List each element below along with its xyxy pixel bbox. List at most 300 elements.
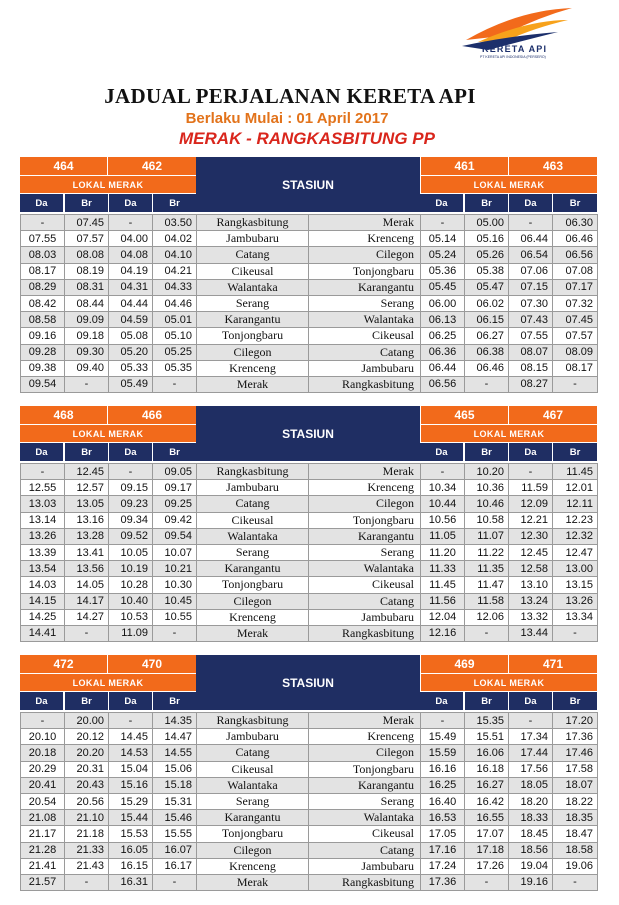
station-cell: Cikeusal [197,512,309,528]
time-cell: - [153,625,197,641]
time-cell: 10.53 [109,609,153,625]
station-cell: Merak [197,376,309,392]
time-cell: 08.03 [21,247,65,263]
time-cell: 16.15 [109,858,153,874]
time-cell: 07.17 [553,279,598,295]
time-cell: 13.03 [21,496,65,512]
table-row [21,328,598,344]
time-cell: 17.26 [465,858,509,874]
logo-name: KERETA API [482,44,548,54]
station-cell: Catang [309,842,421,858]
station-cell: Serang [197,544,309,560]
time-cell: 09.25 [153,496,197,512]
station-cell: Karangantu [309,528,421,544]
time-cell: 13.56 [65,561,109,577]
time-cell: 09.54 [21,376,65,392]
time-cell: 15.04 [109,761,153,777]
time-cell: 07.45 [65,215,109,231]
time-cell: 07.57 [553,328,598,344]
time-cell: 16.06 [465,745,509,761]
time-cell: 10.45 [153,593,197,609]
arrival-header: Da [420,443,463,461]
station-cell: Serang [309,295,421,311]
time-cell: 13.39 [21,544,65,560]
time-cell: 14.15 [21,593,65,609]
departure-header: Br [553,443,597,461]
time-cell: 19.16 [509,874,553,890]
time-cell: 19.04 [509,858,553,874]
time-cell: 07.43 [509,312,553,328]
table-row [21,810,598,826]
time-cell: - [153,874,197,890]
time-cell: 06.25 [421,328,465,344]
schedule-block-1 [20,157,597,393]
time-cell: - [465,625,509,641]
table-row [21,295,598,311]
station-cell: Catang [197,745,309,761]
table-row [21,593,598,609]
station-header: STASIUN [196,655,420,710]
departure-header: Br [465,194,508,212]
departure-header: Br [465,692,508,710]
station-cell: Cikeusal [309,328,421,344]
table-row [21,761,598,777]
station-cell: Karangantu [197,312,309,328]
time-cell: 15.55 [153,826,197,842]
time-cell: 05.14 [421,231,465,247]
departure-header: Br [65,194,108,212]
time-cell: 04.08 [109,247,153,263]
table-row [21,496,598,512]
time-cell: 10.19 [109,561,153,577]
station-cell: Jambubaru [197,231,309,247]
time-cell: 04.10 [153,247,197,263]
time-cell: 07.08 [553,263,598,279]
time-cell: 05.35 [153,360,197,376]
time-cell: 14.05 [65,577,109,593]
table-row [21,528,598,544]
time-cell: 13.10 [509,577,553,593]
station-cell: Merak [309,215,421,231]
time-cell: 16.07 [153,842,197,858]
station-cell: Tonjongbaru [197,826,309,842]
time-cell: 18.56 [509,842,553,858]
schedule-header [20,406,597,463]
arrival-header: Da [420,194,463,212]
time-cell: 13.34 [553,609,598,625]
time-cell: 05.01 [153,312,197,328]
time-cell: - [65,625,109,641]
time-cell: 13.00 [553,561,598,577]
time-cell: 04.46 [153,295,197,311]
time-cell: 10.21 [153,561,197,577]
station-cell: Tonjongbaru [309,512,421,528]
time-cell: 09.15 [109,480,153,496]
time-cell: 16.27 [465,777,509,793]
time-cell: 17.36 [553,729,598,745]
time-cell: 04.59 [109,312,153,328]
station-cell: Tonjongbaru [309,761,421,777]
time-cell: 03.50 [153,215,197,231]
table-row [21,360,598,376]
time-cell: 09.05 [153,464,197,480]
time-cell: 13.15 [553,577,598,593]
time-cell: 16.18 [465,761,509,777]
time-cell: 12.45 [65,464,109,480]
station-cell: Rangkasbitung [197,215,309,231]
time-cell: 20.54 [21,793,65,809]
departure-header: Br [153,692,196,710]
station-cell: Karangantu [197,561,309,577]
station-cell: Rangkasbitung [197,713,309,729]
departure-header: Br [553,692,597,710]
station-cell: Cilegon [309,745,421,761]
time-cell: 16.55 [465,810,509,826]
arrival-header: Da [509,194,552,212]
time-cell: 14.41 [21,625,65,641]
table-row [21,793,598,809]
table-row [21,625,598,641]
time-cell: 20.43 [65,777,109,793]
arrival-header: Da [509,443,552,461]
station-cell: Cikeusal [197,263,309,279]
time-cell: 15.51 [465,729,509,745]
station-cell: Cikeusal [309,577,421,593]
time-cell: 09.16 [21,328,65,344]
time-cell: 12.23 [553,512,598,528]
time-cell: - [21,215,65,231]
time-cell: 21.57 [21,874,65,890]
table-row [21,376,598,392]
time-cell: - [65,376,109,392]
time-cell: - [21,464,65,480]
station-cell: Jambubaru [309,858,421,874]
time-cell: - [421,464,465,480]
time-cell: 10.05 [109,544,153,560]
time-cell: 18.47 [553,826,598,842]
train-number: 464 [20,157,107,175]
time-cell: 13.44 [509,625,553,641]
time-cell: 06.46 [465,360,509,376]
table-row [21,263,598,279]
table-row [21,344,598,360]
time-cell: 18.20 [509,793,553,809]
time-cell: - [65,874,109,890]
train-number: 466 [108,406,196,424]
time-cell: 09.34 [109,512,153,528]
train-number: 463 [509,157,597,175]
time-cell: 11.59 [509,480,553,496]
time-cell: 17.34 [509,729,553,745]
station-cell: Krenceng [309,480,421,496]
station-cell: Walantaka [309,561,421,577]
time-cell: 11.35 [465,561,509,577]
arrival-header: Da [420,692,463,710]
time-cell: 19.06 [553,858,598,874]
departure-header: Br [153,194,196,212]
station-cell: Karangantu [197,810,309,826]
train-number: 467 [509,406,597,424]
time-cell: 04.19 [109,263,153,279]
time-cell: 05.36 [421,263,465,279]
station-cell: Merak [309,713,421,729]
train-number: 461 [421,157,508,175]
train-type-label: LOKAL MERAK [421,176,597,193]
arrival-header: Da [109,692,152,710]
time-cell: 15.06 [153,761,197,777]
station-cell: Cilegon [309,496,421,512]
train-type-label: LOKAL MERAK [20,674,196,691]
time-cell: 17.24 [421,858,465,874]
time-cell: 14.03 [21,577,65,593]
time-cell: - [509,713,553,729]
time-cell: 09.40 [65,360,109,376]
time-cell: 18.33 [509,810,553,826]
time-cell: 15.31 [153,793,197,809]
station-cell: Krenceng [197,360,309,376]
time-cell: 16.53 [421,810,465,826]
schedule-header [20,655,597,712]
station-cell: Rangkasbitung [197,464,309,480]
time-cell: 11.56 [421,593,465,609]
table-row [21,577,598,593]
table-row [21,312,598,328]
time-cell: 20.29 [21,761,65,777]
time-cell: 15.35 [465,713,509,729]
time-cell: 18.22 [553,793,598,809]
station-cell: Serang [197,295,309,311]
time-cell: 08.29 [21,279,65,295]
arrival-header: Da [20,443,63,461]
time-cell: 21.17 [21,826,65,842]
time-cell: 18.35 [553,810,598,826]
departure-header: Br [465,443,508,461]
time-cell: 10.55 [153,609,197,625]
time-cell: 12.04 [421,609,465,625]
time-cell: 14.53 [109,745,153,761]
time-cell: 15.53 [109,826,153,842]
time-cell: 08.19 [65,263,109,279]
time-cell: 11.45 [553,464,598,480]
time-cell: 18.45 [509,826,553,842]
time-cell: 08.44 [65,295,109,311]
time-cell: 09.18 [65,328,109,344]
time-cell: 10.36 [465,480,509,496]
time-cell: 18.07 [553,777,598,793]
station-cell: Jambubaru [309,609,421,625]
table-row [21,745,598,761]
time-cell: 17.44 [509,745,553,761]
time-cell: 17.07 [465,826,509,842]
departure-header: Br [65,692,108,710]
time-cell: 08.15 [509,360,553,376]
time-cell: 13.32 [509,609,553,625]
time-cell: 21.08 [21,810,65,826]
time-cell: - [153,376,197,392]
time-cell: 09.17 [153,480,197,496]
time-cell: 06.56 [421,376,465,392]
time-cell: 06.44 [421,360,465,376]
train-type-label: LOKAL MERAK [20,425,196,442]
time-cell: 11.22 [465,544,509,560]
time-cell: 06.02 [465,295,509,311]
time-cell: 04.21 [153,263,197,279]
time-cell: 05.20 [109,344,153,360]
time-cell: 08.08 [65,247,109,263]
time-cell: 18.58 [553,842,598,858]
time-cell: - [21,713,65,729]
table-row [21,713,598,729]
time-cell: 08.31 [65,279,109,295]
time-cell: 17.16 [421,842,465,858]
time-cell: 09.23 [109,496,153,512]
time-cell: 21.18 [65,826,109,842]
time-cell: 20.10 [21,729,65,745]
table-row [21,858,598,874]
train-number: 462 [108,157,196,175]
time-cell: - [509,215,553,231]
station-cell: Krenceng [309,231,421,247]
station-cell: Walantaka [197,528,309,544]
table-row [21,777,598,793]
time-cell: 09.54 [153,528,197,544]
table-row [21,231,598,247]
station-cell: Krenceng [309,729,421,745]
time-cell: 09.52 [109,528,153,544]
time-cell: 07.55 [21,231,65,247]
station-cell: Merak [197,874,309,890]
time-cell: 06.15 [465,312,509,328]
table-row [21,842,598,858]
time-cell: 12.01 [553,480,598,496]
time-cell: 21.43 [65,858,109,874]
train-type-label: LOKAL MERAK [421,425,597,442]
time-cell: 08.17 [21,263,65,279]
train-number: 470 [108,655,196,673]
train-number: 471 [509,655,597,673]
time-cell: 16.42 [465,793,509,809]
time-cell: 21.41 [21,858,65,874]
table-row [21,826,598,842]
station-header: STASIUN [196,406,420,461]
time-cell: 20.56 [65,793,109,809]
time-cell: 13.16 [65,512,109,528]
time-cell: 12.30 [509,528,553,544]
time-cell: 13.28 [65,528,109,544]
time-cell: 04.44 [109,295,153,311]
time-cell: 11.20 [421,544,465,560]
time-cell: 09.38 [21,360,65,376]
station-header: STASIUN [196,157,420,212]
arrival-header: Da [109,194,152,212]
time-cell: 07.30 [509,295,553,311]
time-cell: 16.16 [421,761,465,777]
time-cell: 17.18 [465,842,509,858]
time-cell: - [109,464,153,480]
time-cell: 04.02 [153,231,197,247]
time-cell: 16.17 [153,858,197,874]
time-cell: 06.27 [465,328,509,344]
train-number: 465 [421,406,508,424]
station-cell: Jambubaru [197,729,309,745]
train-type-label: LOKAL MERAK [20,176,196,193]
station-cell: Merak [197,625,309,641]
time-cell: 11.58 [465,593,509,609]
time-cell: 08.09 [553,344,598,360]
time-cell: 05.33 [109,360,153,376]
time-cell: 12.11 [553,496,598,512]
station-cell: Rangkasbitung [309,376,421,392]
time-cell: 07.45 [553,312,598,328]
time-cell: 10.28 [109,577,153,593]
time-cell: - [421,713,465,729]
train-number: 468 [20,406,107,424]
time-cell: 06.44 [509,231,553,247]
table-row [21,480,598,496]
table-row [21,561,598,577]
time-cell: 07.57 [65,231,109,247]
time-cell: 17.36 [421,874,465,890]
station-cell: Walantaka [309,810,421,826]
time-cell: 06.38 [465,344,509,360]
time-cell: 05.00 [465,215,509,231]
train-number: 472 [20,655,107,673]
schedule-block-2 [20,406,597,642]
schedule-table [20,214,598,393]
station-cell: Serang [197,793,309,809]
time-cell: 05.24 [421,247,465,263]
schedule-table [20,712,598,891]
time-cell: 11.45 [421,577,465,593]
time-cell: 11.05 [421,528,465,544]
time-cell: 09.09 [65,312,109,328]
time-cell: 05.10 [153,328,197,344]
time-cell: 05.08 [109,328,153,344]
time-cell: 05.16 [465,231,509,247]
time-cell: 06.13 [421,312,465,328]
time-cell: 13.26 [21,528,65,544]
time-cell: 10.07 [153,544,197,560]
time-cell: 14.27 [65,609,109,625]
time-cell: 08.17 [553,360,598,376]
time-cell: 07.55 [509,328,553,344]
time-cell: 13.54 [21,561,65,577]
station-cell: Rangkasbitung [309,625,421,641]
time-cell: 13.14 [21,512,65,528]
time-cell: 15.18 [153,777,197,793]
valid-from: Berlaku Mulai : 01 April 2017 [185,110,389,127]
station-cell: Rangkasbitung [309,874,421,890]
station-cell: Walantaka [197,777,309,793]
time-cell: 12.47 [553,544,598,560]
time-cell: - [553,625,598,641]
station-cell: Catang [309,593,421,609]
station-cell: Catang [197,496,309,512]
time-cell: 06.00 [421,295,465,311]
time-cell: 12.32 [553,528,598,544]
time-cell: 05.38 [465,263,509,279]
station-cell: Tonjongbaru [197,328,309,344]
station-cell: Catang [197,247,309,263]
arrival-header: Da [509,692,552,710]
arrival-header: Da [20,194,63,212]
time-cell: 12.16 [421,625,465,641]
time-cell: 14.35 [153,713,197,729]
time-cell: 08.07 [509,344,553,360]
time-cell: 06.46 [553,231,598,247]
time-cell: 16.31 [109,874,153,890]
time-cell: 21.28 [21,842,65,858]
